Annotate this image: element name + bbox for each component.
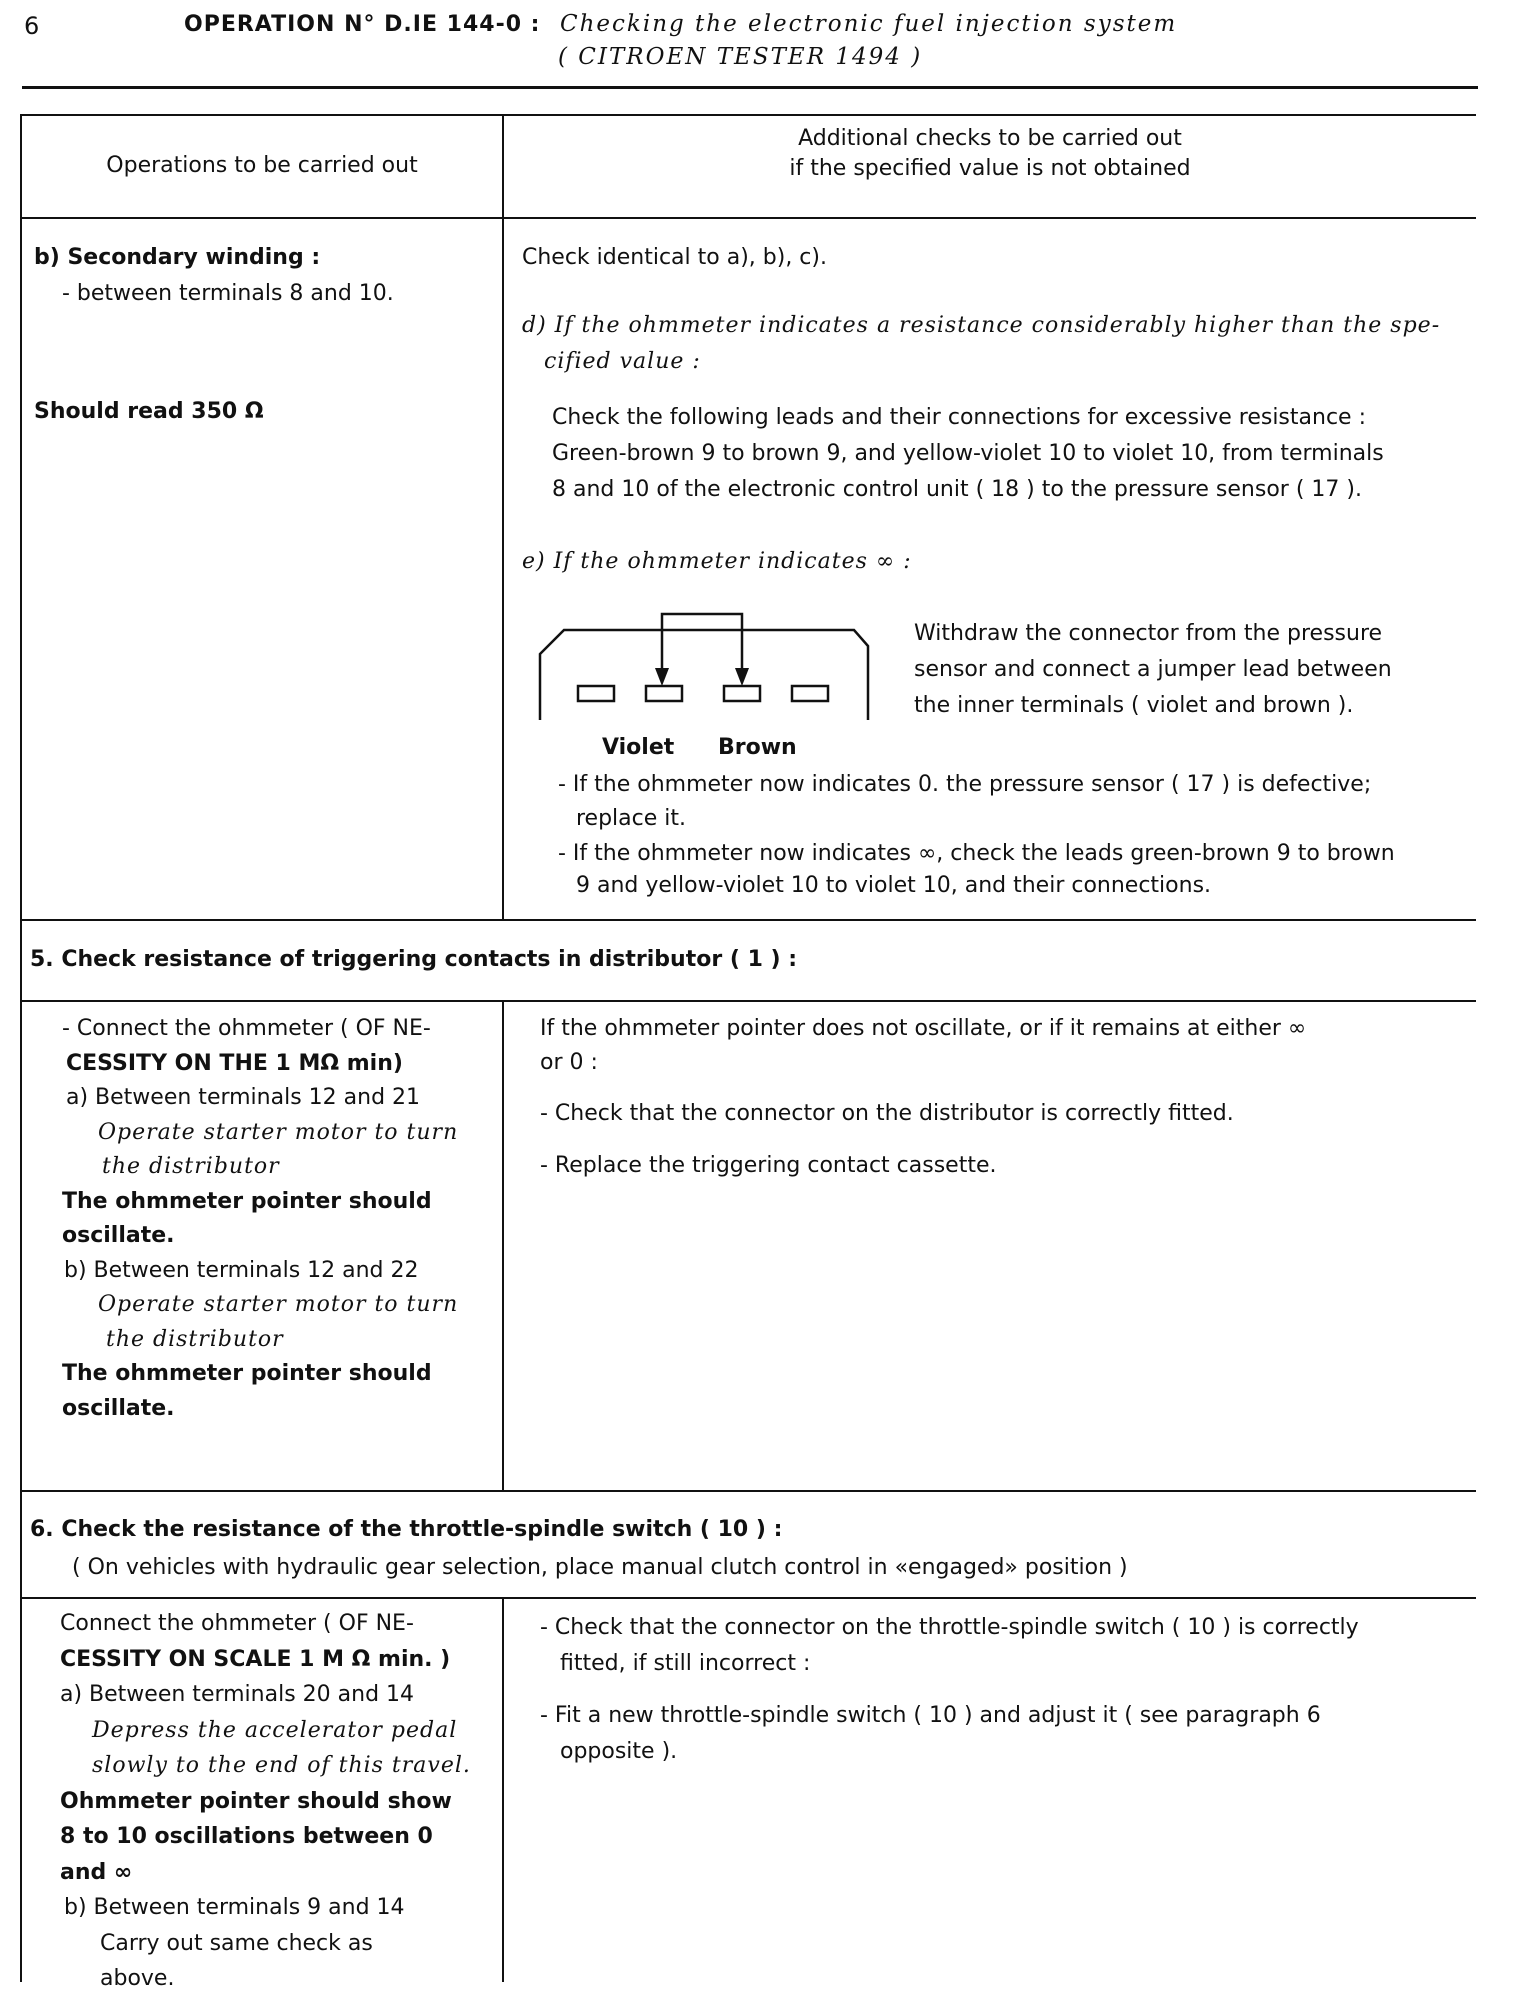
column-header-operations: Operations to be carried out — [106, 153, 418, 178]
result-if-infinity: - If the ohmmeter now indicates ∞, check the leads green-brown 9 to brown 9 and yellow-violet 10 to violet 10, and their connections. — [558, 841, 1395, 898]
column-header-line1: Additional checks to be carried out — [798, 126, 1182, 151]
step-d-line1: d) If the ohmmeter indicates a resistance considerably higher than the spe- — [522, 313, 1441, 338]
jumper-arrow-left — [655, 668, 669, 686]
diagram-label-brown: Brown — [718, 735, 797, 760]
diagram-label-violet: Violet — [602, 735, 675, 760]
jumper-arrow-right — [735, 668, 749, 686]
section6-heading: 6. Check the resistance of the throttle-spindle switch ( 10 ) : — [30, 1517, 783, 1542]
column-divider-3 — [502, 1597, 504, 1982]
column-divider-2 — [502, 1000, 504, 1492]
header-rule — [22, 86, 1478, 89]
terminal-brown — [724, 686, 760, 701]
expected-resistance: Should read 350 Ω — [34, 399, 264, 424]
section5-replace-cassette: - Replace the triggering contact cassette. — [540, 1153, 997, 1178]
section6-check-connector: - Check that the connector on the throttle-spindle switch ( 10 ) is correctly fitted, if still incorrect : — [540, 1615, 1359, 1676]
document-title: Checking the electronic fuel injection system — [560, 11, 1178, 37]
terminal-4 — [792, 686, 828, 701]
connector-diagram — [538, 610, 878, 730]
jumper-lead — [662, 614, 742, 674]
terminal-violet — [646, 686, 682, 701]
table-top-border — [20, 114, 1476, 116]
section6-subheading: ( On vehicles with hydraulic gear selection, place manual clutch control in «engaged» position ) — [72, 1555, 1128, 1580]
withdraw-instructions: Withdraw the connector from the pressure sensor and connect a jumper lead between the inner terminals ( violet and brown ). — [914, 621, 1392, 718]
connector-housing — [540, 630, 868, 720]
document-subtitle: ( CITROEN TESTER 1494 ) — [558, 44, 923, 70]
section6-top-divider — [20, 1490, 1476, 1492]
section5-heading: 5. Check resistance of triggering contacts in distributor ( 1 ) : — [30, 947, 798, 972]
operation-number: OPERATION N° D.IE 144-0 : — [184, 12, 541, 37]
header-row-divider — [20, 217, 1476, 219]
column-divider-1 — [502, 114, 504, 921]
result-if-zero: - If the ohmmeter now indicates 0. the pressure sensor ( 17 ) is defective; replace it. — [558, 772, 1372, 831]
column-header-additional-checks — [504, 124, 1476, 184]
leads-check-text: Check the following leads and their connections for excessive resistance : Green-brown 9 to brown 9, and yellow-violet 10 to violet 10, from terminals 8 and 10 of the electronic control unit ( 18 ) to the pressure sensor ( 17 ). — [552, 405, 1384, 502]
section5-right-text: If the ohmmeter pointer does not oscillate, or if it remains at either ∞ or 0 : — [540, 1016, 1307, 1075]
section5-heading-divider — [20, 1000, 1476, 1002]
step-e-line: e) If the ohmmeter indicates ∞ : — [522, 549, 912, 574]
section6-fit-new-switch: - Fit a new throttle-spindle switch ( 10 ) and adjust it ( see paragraph 6 opposite ). — [540, 1703, 1321, 1764]
check-identical: Check identical to a), b), c). — [522, 245, 827, 270]
secondary-winding-terminals: - between terminals 8 and 10. — [62, 281, 394, 306]
section6-left-text: Connect the ohmmeter ( OF NE- CESSITY ON SCALE 1 M Ω min. ) a) Between terminals 20 and 14 Depress the accelerator pedal slowly to the end of this travel. Ohmmeter pointer should show 8 to 10 oscillations between 0 and ∞ b) Between terminals 9 and 14 Carry out same check as above. — [60, 1611, 471, 1991]
section5-check-connector: - Check that the connector on the distributor is correctly fitted. — [540, 1101, 1234, 1126]
column-header-line2: if the specified value is not obtained — [789, 156, 1191, 181]
page-number: 6 — [24, 12, 40, 40]
section6-heading-divider — [20, 1597, 1476, 1599]
step-d-line2: cified value : — [544, 349, 701, 374]
secondary-winding-title: b) Secondary winding : — [34, 245, 321, 270]
section5-left-text: - Connect the ohmmeter ( OF NE- CESSITY ON THE 1 MΩ min) a) Between terminals 12 and 21 Operate starter motor to turn the distributor The ohmmeter pointer should oscillate. b) Between terminals 12 and 22 Operate starter motor to turn the distributor The ohmmeter pointer should oscillate. — [62, 1016, 459, 1421]
table-left-border — [20, 114, 22, 1982]
section5-top-divider — [20, 919, 1476, 921]
terminal-1 — [578, 686, 614, 701]
